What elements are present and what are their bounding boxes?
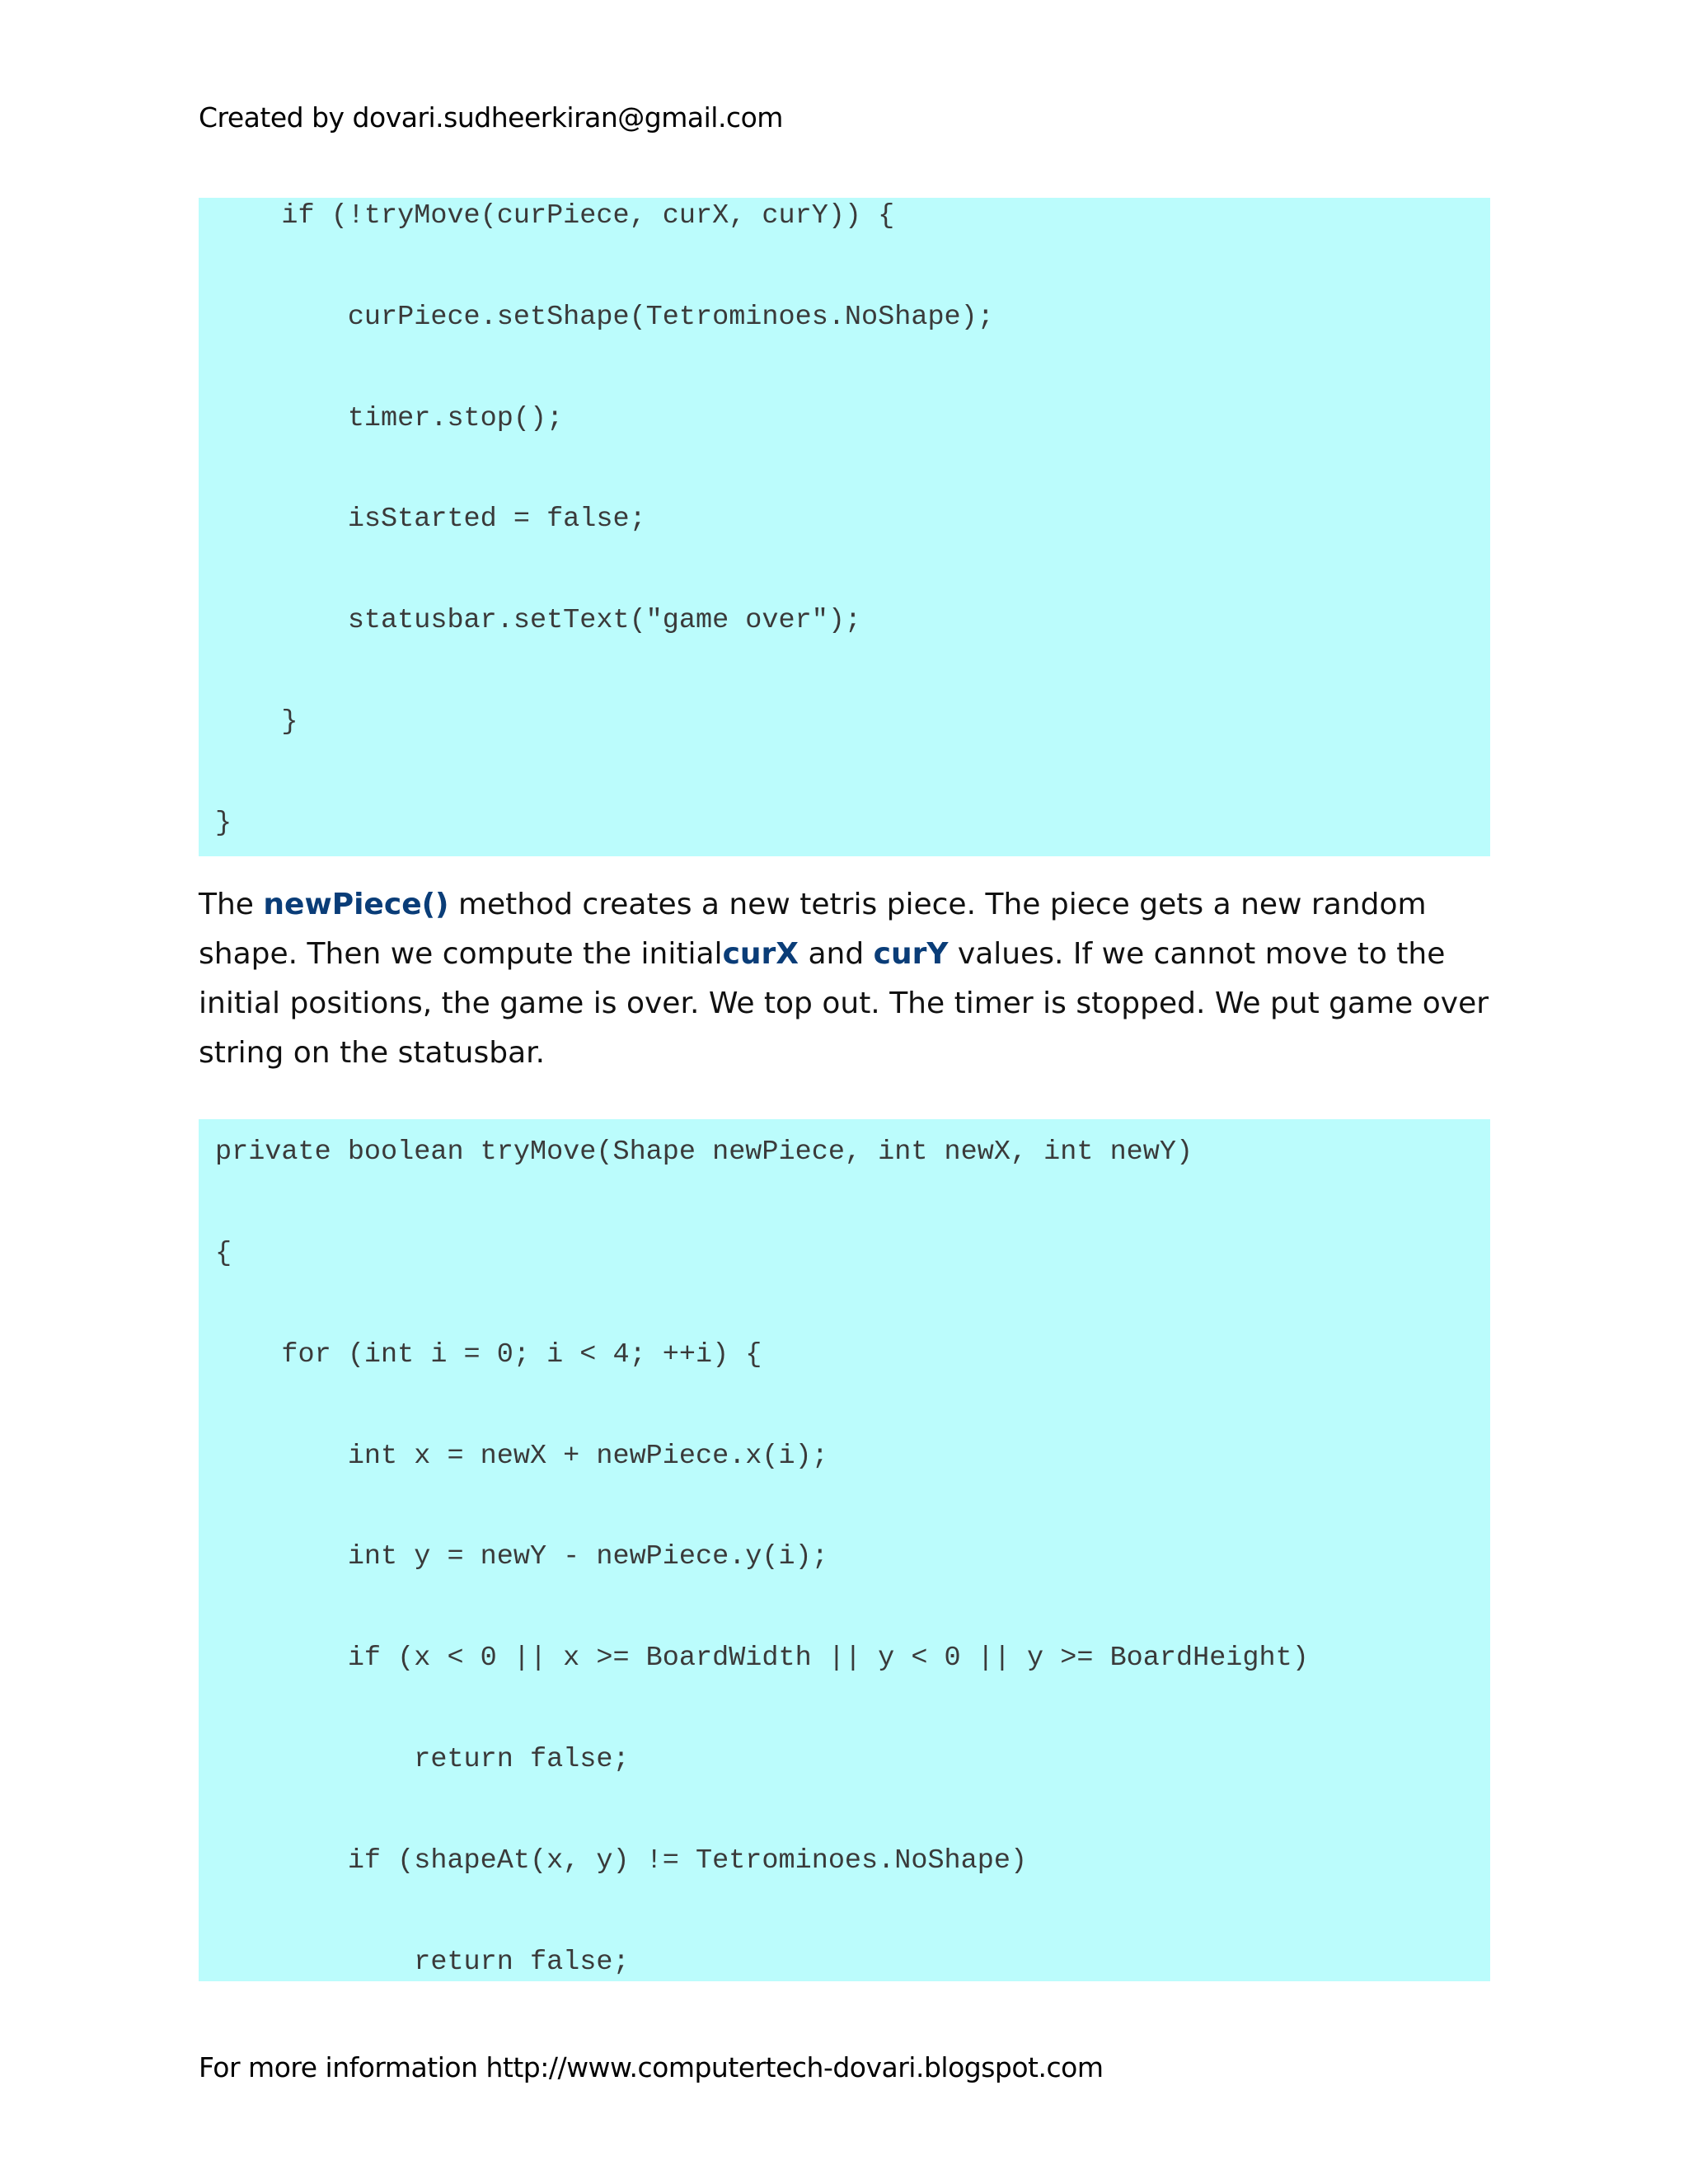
page-header: Created by dovari.sudheerkiran@gmail.com xyxy=(199,101,783,134)
code-line: isStarted = false; xyxy=(215,504,646,535)
code-line: int x = newX + newPiece.x(i); xyxy=(215,1441,828,1472)
method-name-newpiece: newPiece() xyxy=(263,888,449,921)
code-line: } xyxy=(215,808,232,839)
code-line: if (x < 0 || x >= BoardWidth || y < 0 || y >= BoardHeight) xyxy=(215,1643,1309,1674)
code-line: curPiece.setShape(Tetrominoes.NoShape); xyxy=(215,302,994,333)
code-line: timer.stop(); xyxy=(215,403,564,434)
explanation-paragraph xyxy=(199,880,1501,1078)
code-line: int y = newY - newPiece.y(i); xyxy=(215,1541,828,1572)
code-line: return false; xyxy=(215,1744,630,1775)
paragraph-text: values. If we cannot move to the initial positions, the game is over. We top out. The timer is stopped. We put game over string on the statusbar. xyxy=(199,937,1489,1070)
code-line: statusbar.setText("game over"); xyxy=(215,605,862,636)
code-line: { xyxy=(215,1238,232,1269)
code-line: private boolean tryMove(Shape newPiece, int newX, int newY) xyxy=(215,1137,1193,1168)
variable-curx: curX xyxy=(722,937,799,971)
variable-cury: curY xyxy=(873,937,949,971)
code-block-game-over xyxy=(199,198,1490,856)
code-block-trymove xyxy=(199,1119,1490,1981)
code-line: if (shapeAt(x, y) != Tetrominoes.NoShape) xyxy=(215,1845,1028,1877)
paragraph-text: and xyxy=(799,937,874,971)
paragraph-text: method creates a new tetris piece. The piece gets a new random shape. Then we compute the initial xyxy=(199,888,1427,971)
page-footer: For more information http://www.computertech-dovari.blogspot.com xyxy=(199,2051,1104,2083)
code-line: } xyxy=(215,706,298,738)
paragraph-text: The xyxy=(199,888,264,921)
code-line: return false; xyxy=(215,1947,630,1978)
code-line: for (int i = 0; i < 4; ++i) { xyxy=(215,1339,762,1371)
code-line: if (!tryMove(curPiece, curX, curY)) { xyxy=(215,200,895,232)
